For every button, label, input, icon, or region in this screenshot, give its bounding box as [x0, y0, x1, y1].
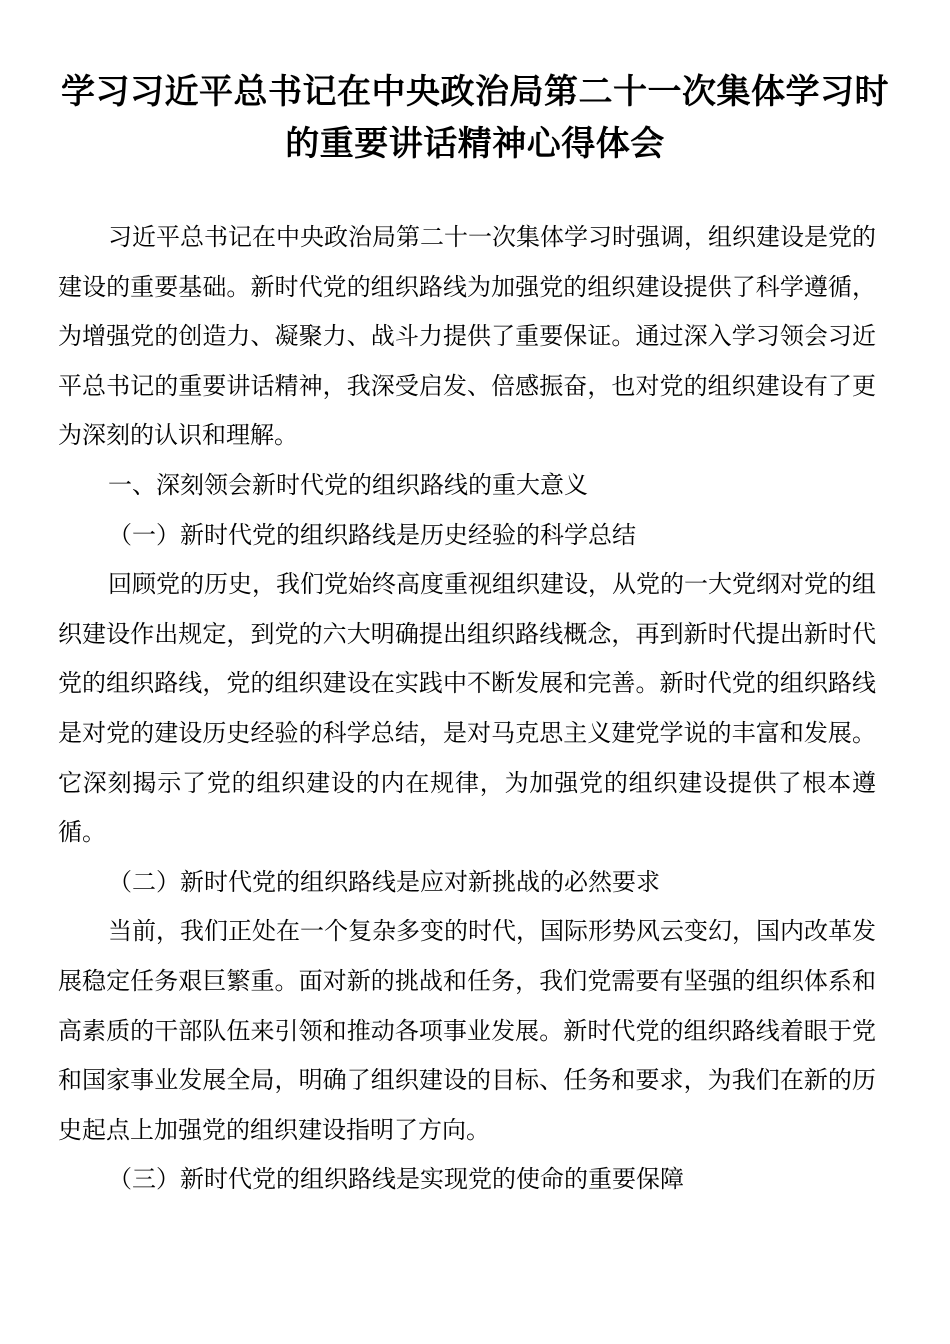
body-paragraph-2: 当前，我们正处在一个复杂多变的时代，国际形势风云变幻，国内改革发展稳定任务艰巨繁重。面对新的挑战和任务，我们党需要有坚强的组织体系和高素质的干部队伍来引领和推动各项事业发展。新时代党的组织路线着眼于党和国家事业发展全局，明确了组织建设的目标、任务和要求，为我们在新的历史起点上加强党的组织建设指明了方向。 [58, 917, 876, 1144]
subsection-heading-2: （二）新时代党的组织路线是应对新挑战的必然要求 [108, 867, 660, 896]
subsection-heading-1: （一）新时代党的组织路线是历史经验的科学总结 [108, 520, 636, 549]
body-paragraph-1: 回顾党的历史，我们党始终高度重视组织建设，从党的一大党纲对党的组织建设作出规定，到党的六大明确提出组织路线概念，再到新时代提出新时代党的组织路线，党的组织建设在实践中不断发展和完善。新时代党的组织路线是对党的建设历史经验的科学总结，是对马克思主义建党学说的丰富和发展。它深刻揭示了党的组织建设的内在规律，为加强党的组织建设提供了根本遵循。 [58, 570, 876, 847]
section-heading-1: 一、深刻领会新时代党的组织路线的重大意义 [108, 470, 588, 499]
document-title: 学习习近平总书记在中央政治局第二十一次集体学习时的重要讲话精神心得体会 [61, 72, 889, 164]
subsection-heading-3: （三）新时代党的组织路线是实现党的使命的重要保障 [108, 1165, 684, 1194]
intro-paragraph: 习近平总书记在中央政治局第二十一次集体学习时强调，组织建设是党的建设的重要基础。新时代党的组织路线为加强党的组织建设提供了科学遵循，为增强党的创造力、凝聚力、战斗力提供了重要保证。通过深入学习领会习近平总书记的重要讲话精神，我深受启发、倍感振奋，也对党的组织建设有了更为深刻的认识和理解。 [58, 223, 876, 450]
document-body [58, 213, 876, 1205]
